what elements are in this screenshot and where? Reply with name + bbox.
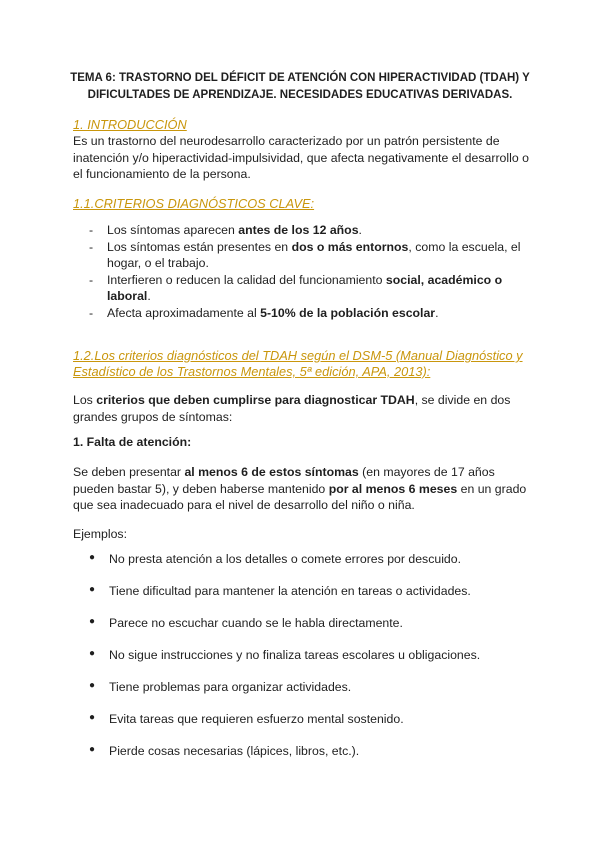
- falta-atencion-heading: 1. Falta de atención:: [73, 435, 192, 449]
- list-item: - Los síntomas están presentes en dos o más entornos, como la escuela, el hogar, o el trabajo.: [89, 239, 521, 270]
- dsm-heading: 1.2.Los criterios diagnósticos del TDAH según el DSM-5 (Manual Diagnóstico y Estadístico de los Trastornos Mentales, 5ª edición, APA, 2013):: [73, 348, 523, 379]
- list-item: ● Parece no escuchar cuando se le habla directamente.: [89, 616, 403, 630]
- criterios-clave-list: [73, 222, 533, 321]
- list-item: ● Tiene problemas para organizar actividades.: [89, 680, 352, 694]
- list-item: - Los síntomas aparecen antes de los 12 años.: [89, 223, 362, 237]
- list-item: ● No sigue instrucciones y no finaliza tareas escolares u obligaciones.: [89, 648, 481, 662]
- title-line-2: DIFICULTADES DE APRENDIZAJE. NECESIDADES EDUCATIVAS DERIVADAS.: [87, 89, 513, 101]
- criterios-clave-heading: 1.1.CRITERIOS DIAGNÓSTICOS CLAVE:: [73, 196, 315, 211]
- list-item: ● Evita tareas que requieren esfuerzo mental sostenido.: [89, 712, 404, 726]
- list-item: ● Tiene dificultad para mantener la atención en tareas o actividades.: [89, 584, 471, 598]
- list-item: ● Pierde cosas necesarias (lápices, libros, etc.).: [89, 744, 360, 758]
- title-line-1: TEMA 6: TRASTORNO DEL DÉFICIT DE ATENCIÓN CON HIPERACTIVIDAD (TDAH) Y: [70, 72, 530, 84]
- list-item: - Interfieren o reducen la calidad del funcionamiento social, académico o laboral.: [89, 272, 503, 303]
- list-item: ● No presta atención a los detalles o comete errores por descuido.: [89, 552, 462, 566]
- ejemplos-label: Ejemplos:: [73, 527, 127, 541]
- intro-heading: 1. INTRODUCCIÓN: [73, 117, 187, 132]
- dsm-intro-paragraph: Los criterios que deben cumplirse para diagnosticar TDAH, se divide en dos grandes grupos de síntomas:: [73, 393, 511, 424]
- document-title: [60, 70, 540, 104]
- falta-atencion-paragraph: Se deben presentar al menos 6 de estos síntomas (en mayores de 17 años pueden bastar 5), y deben haberse mantenido por al menos 6 meses en un grado que sea inadecuado para el nivel de desarrollo del niño o niña.: [73, 465, 527, 512]
- list-item: - Afecta aproximadamente al 5-10% de la población escolar.: [89, 305, 439, 320]
- intro-paragraph: Es un trastorno del neurodesarrollo caracterizado por un patrón persistente de inatención y/o hiperactividad-impulsividad, que afecta negativamente el desarrollo o el funcionamiento de la persona.: [73, 134, 529, 181]
